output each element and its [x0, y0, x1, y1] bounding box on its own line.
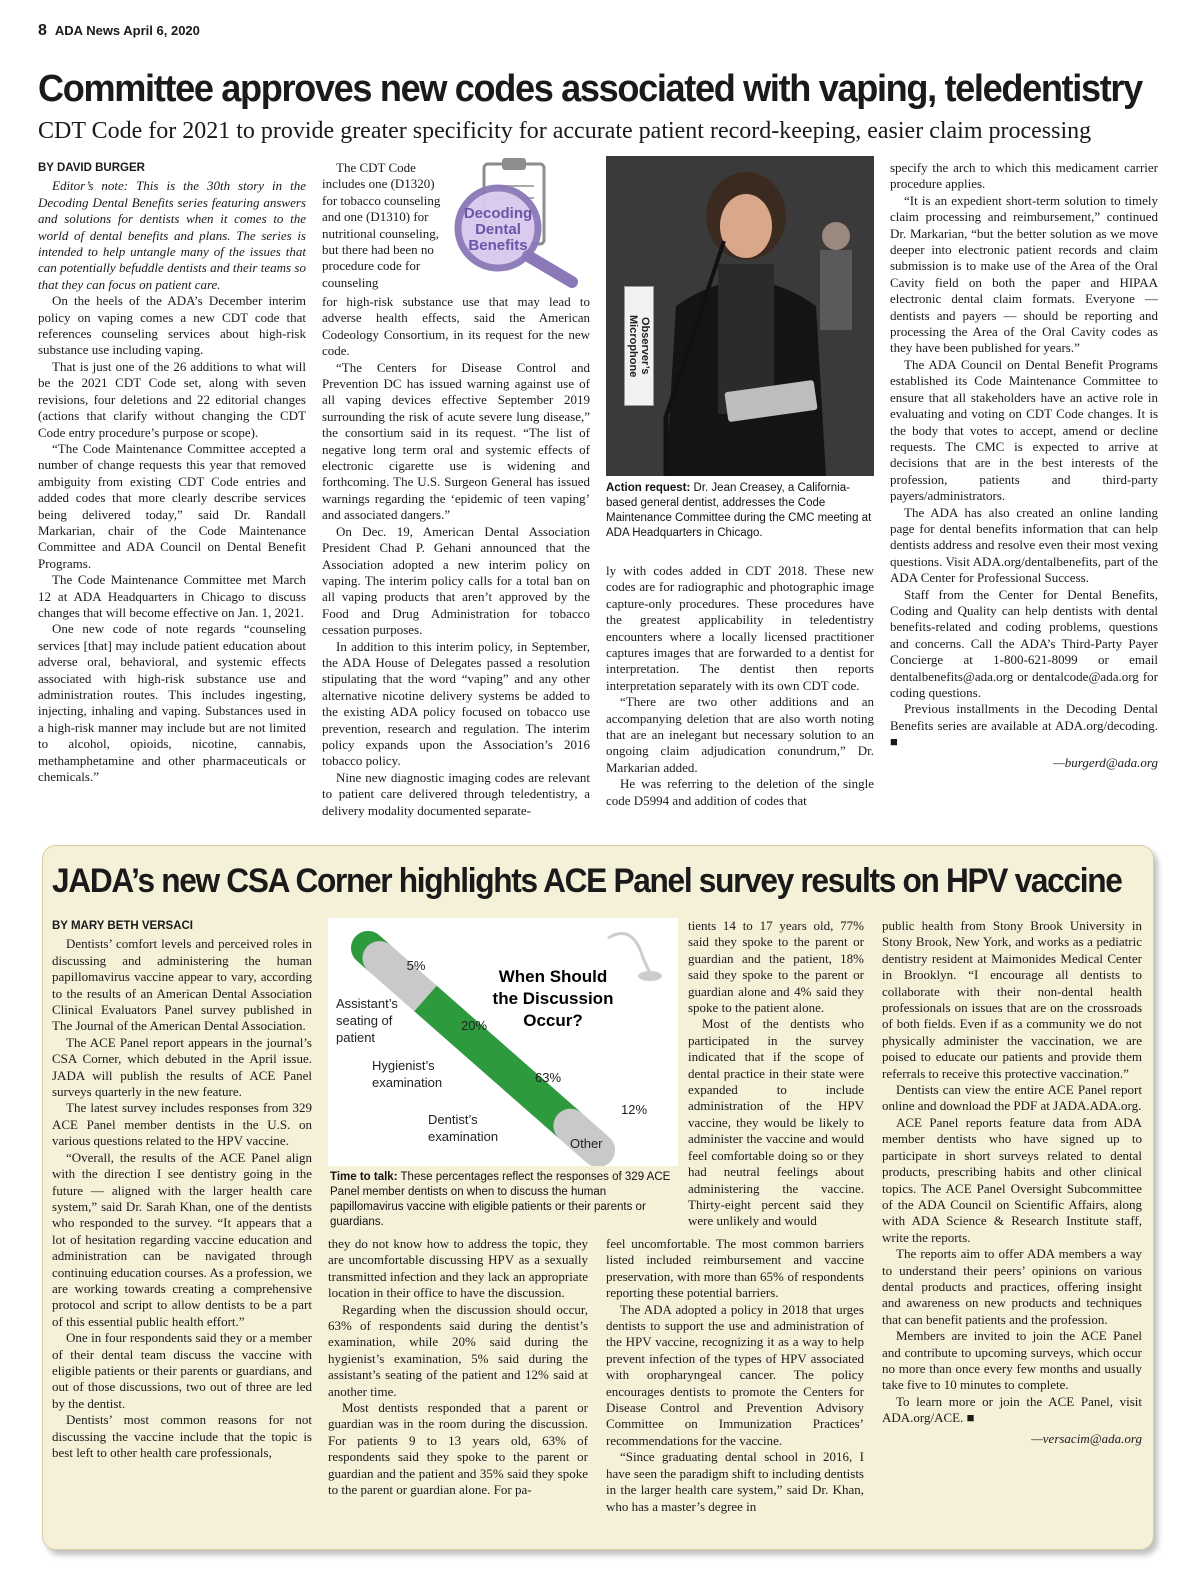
legend-hygienist-line1: Hygienist’s — [372, 1058, 435, 1073]
decoding-benefits-badge — [442, 156, 590, 288]
paragraph: “Since graduating dental school in 2016, I have seen the paradigm shift to including dentists in the larger health care system,” said Dr. Khan, who has a master’s degree in — [606, 1449, 864, 1514]
paragraph: The CDT Code includes one (D1320) for tobacco counseling and one (D1310) for nutritional counseling, but there had been no procedure code for counseling — [322, 160, 441, 290]
chart-title-line3: Occur? — [523, 1011, 583, 1030]
paragraph: Regarding when the discussion should occur, 63% of respondents said during the dentist’s examination, while 20% said during the hygienist’s examination, 5% said during the assistant’s seating of the patient and 12% said at another time. — [328, 1301, 588, 1399]
caption-lead: Time to talk: — [330, 1171, 398, 1183]
data-label-assistant: 5% — [406, 958, 426, 973]
paragraph: tients 14 to 17 years old, 77% said they spoke to the parent or guardian and the patient, 18% said they spoke to the parent or guardian alone and 4% said they spoke to the patient alone. — [688, 918, 864, 1016]
legend-assistant-line2: seating of — [336, 1013, 393, 1028]
paragraph: The ADA adopted a policy in 2018 that urges dentists to support the use and administration of the HPV vaccine, recognizing it as a way to help prevent infection of the types of HPV associated with oropharyngeal cancer. The policy encourages dentists to promote the Centers for Disease Control and Prevention Advisory Committee on Immunization Practices’ recommendations for the vaccine. — [606, 1301, 864, 1448]
paragraph: The Code Maintenance Committee met March 12 at ADA Headquarters in Chicago to discuss changes that will become effective on Jan. 1, 2021. — [38, 572, 306, 620]
paragraph: On Dec. 19, American Dental Association President Chad P. Gehani announced that the Association adopted a new interim policy on vaping. The interim policy calls for a total ban on all vaping products that aren’t approved by the Food and Drug Administration for tobacco cessation purposes. — [322, 523, 590, 638]
paragraph: He was referring to the deletion of the single code D5994 and addition of codes that — [606, 776, 874, 808]
badge-line2: Dental — [475, 221, 521, 238]
caption-lead: Action request: — [606, 482, 691, 494]
byline: BY MARY BETH VERSACI — [52, 920, 194, 932]
legend-dentist-line2: examination — [428, 1129, 499, 1144]
caption-text: These percentages reflect the responses of 329 ACE Panel member dentists on when to discuss the human papillomavirus vaccine with eligible patients or their parents or guardians. — [330, 1171, 671, 1228]
sidebar-headline: JADA’s new CSA Corner highlights ACE Panel survey results on HPV vaccine — [52, 862, 1122, 900]
editor-note: Editor’s note: This is the 30th story in the Decoding Dental Benefits series featuring answers and solutions for dentists when it comes to the world of dental benefits and plans. The series is intended to help untangle many of the issues that can potentially befuddle dentists and their teams so that they can focus on patient care. — [38, 178, 306, 292]
paragraph: The reports aim to offer ADA members a way to understand their peers’ opinions on various dental products and practices, offering insight and awareness on new products and techniques that can benefit patients and the profession. — [882, 1246, 1142, 1327]
paragraph: Most dentists responded that a parent or guardian was in the room during the discussion. For patients 9 to 13 years old, 63% of respondents said they spoke to the parent or guardian and the patient and 35% said they spoke to the parent or guardian alone. For pa- — [328, 1400, 588, 1498]
article2-col4 — [882, 918, 1142, 1540]
paragraph: To learn more or join the ACE Panel, visit ADA.org/ACE. ■ — [882, 1393, 1142, 1426]
publication-date: ADA News April 6, 2020 — [54, 23, 200, 38]
chart-caption — [330, 1170, 678, 1230]
data-label-other: 12% — [620, 1102, 648, 1117]
paragraph: The ADA has also created an online landing page for dental benefits information that can help dentists address and resolve even their most vexing questions. Visit ADA.org/dentalbenefits, part of the ADA Center for Professional Success. — [890, 504, 1158, 586]
paragraph: Previous installments in the Decoding Dental Benefits series are available at ADA.org/decoding. ■ — [890, 701, 1158, 750]
paragraph: The ACE Panel report appears in the journal’s CSA Corner, which debuted in the April issue. JADA will publish the results of ACE Panel surveys quarterly in the new feature. — [52, 1034, 312, 1100]
paragraph: Most of the dentists who participated in the survey indicated that if the scope of dental practice in their state were expanded to include administration of the HPV vaccine, they would be likely to administer the vaccine and would feel comfortable doing so or they had neutral feelings about administering the vaccine. Thirty-eight percent said they were unlikely and would — [688, 1016, 864, 1229]
chart-svg — [328, 918, 678, 1166]
legend-assistant-line3: patient — [336, 1030, 376, 1045]
article1-col1 — [38, 160, 306, 820]
paragraph: Members are invited to join the ACE Panel and contribute to upcoming surveys, which occur no more than once every few months and usually take five to 10 minutes to complete. — [882, 1328, 1142, 1393]
microphone-sign: Observer’s Microphone — [624, 286, 654, 406]
article2-col3-top — [688, 918, 864, 1236]
article2-col3 — [606, 1236, 864, 1540]
legend-dentist-line1: Dentist’s — [428, 1112, 478, 1127]
chart-title-line2: the Discussion — [492, 989, 614, 1008]
paragraph: public health from Stony Brook University in Stony Brook, New York, and works as a pediatric dentistry resident at Maimonides Medical Center in Brooklyn. “I encourage all dentists to collaborate with their non-dental health professionals on issues that are on the crossroads of both fields. Even if as a community we do not physically administer the vaccination, we are poised to educate our patients and provide them referrals to receive this protective vaccination.” — [882, 918, 1142, 1081]
folio — [38, 22, 200, 40]
paragraph: One in four respondents said they or a member of their dental team discuss the vaccine with eligible patients or their parents or guardians, and out of those discussions, two out of three are led by the dentist. — [52, 1330, 312, 1411]
signoff: —burgerd@ada.org — [1053, 754, 1158, 770]
page-number: 8 — [38, 22, 47, 39]
paragraph: Dentists’ most common reasons for not discussing the vaccine include that the topic is best left to other health care professionals, — [52, 1412, 312, 1460]
data-label-dentist: 63% — [534, 1070, 562, 1085]
byline: BY DAVID BURGER — [38, 162, 145, 174]
caption-text: Dr. Jean Creasey, a California-based general dentist, addresses the Code Maintenance Committee during the CMC meeting at ADA Headquarters in Chicago. — [606, 482, 872, 539]
legend-hygienist-line2: examination — [372, 1075, 443, 1090]
paragraph: In addition to this interim policy, in September, the ADA House of Delegates passed a resolution stipulating that the word “vaping” and any other alternative nicotine delivery systems be added to the existing ADA policy focused on tobacco use prevention, research and regulation. The interim policy expands upon the Association’s 2016 tobacco policy. — [322, 638, 590, 769]
paragraph: for high-risk substance use that may lead to adverse health effects, said the American Codeology Consortium, in its request for the new code. — [322, 294, 590, 359]
article2-col1 — [52, 918, 312, 1540]
paragraph: Dentists can view the entire ACE Panel report online and download the PDF at JADA.ADA.org. — [882, 1082, 1142, 1114]
chart-title-line1: When Should — [498, 967, 608, 986]
paragraph: specify the arch to which this medicament carrier procedure applies. — [890, 160, 1158, 192]
data-label-hygienist: 20% — [460, 1018, 488, 1033]
paragraph: feel uncomfortable. The most common barriers listed included reimbursement and vaccine preservation, with more than 65% of respondents reporting these potential barriers. — [606, 1236, 864, 1301]
news-photo — [606, 156, 874, 476]
paragraph: ly with codes added in CDT 2018. These new codes are for radiographic and photographic image capture-only procedures. These procedures have the greatest applicability in teledentistry encounters where a locally licensed practitioner captures images that are forwarded to a dentist for interpretation. The dentist then reports interpretation separately with its own CDT code. — [606, 563, 874, 693]
article1-col3 — [606, 563, 874, 820]
article-headline: Committee approves new codes associated with vaping, teledentistry — [38, 68, 1142, 110]
legend-assistant-line1: Assistant’s — [336, 996, 398, 1011]
article-deck: CDT Code for 2021 to provide greater specificity for accurate patient record-keeping, easier claim processing — [38, 118, 1092, 144]
paragraph: The latest survey includes responses from 329 ACE Panel member dentists in the U.S. on various questions related to the HPV vaccine. — [52, 1100, 312, 1149]
paragraph: Nine new diagnostic imaging codes are relevant to patient care delivered through teledentistry, a delivery modality documented separate- — [322, 769, 590, 818]
paragraph: That is just one of the 26 additions to what will be the 2021 CDT Code set, along with seven revisions, four deletions and 22 editorial changes (actions that clarify without changing the CDT Code entry procedure’s purpose or scope). — [38, 358, 306, 440]
paragraph: One new code of note regards “counseling services [that] may include patient education about adverse oral, behavioral, and systemic effects associated with high-risk substance use and administration routes. This includes ingesting, injecting, inhaling and vaping. Substances used in a high-risk manner may include but are not limited to alcohol, opioids, nicotine, cannabis, methamphetamine and other pharmaceuticals or chemicals.” — [38, 621, 306, 785]
paragraph: they do not know how to address the topic, they are uncomfortable discussing HPV as a sexually transmitted infection and they lack an appropriate location in their office to have the discussion. — [328, 1236, 588, 1301]
article2-col2 — [328, 1236, 588, 1540]
paragraph: ACE Panel reports feature data from ADA member dentists who have signed up to participate in short surveys related to dental products, prescribing habits and other clinical topics. The ACE Panel Oversight Subcommittee of the ADA Council on Scientific Affairs, along with ADA Science & Research Institute staff, write the reports. — [882, 1114, 1142, 1245]
badge-line1: Decoding — [463, 205, 533, 222]
chart-figure — [328, 918, 678, 1166]
photo-caption — [606, 481, 874, 541]
paragraph: Staff from the Center for Dental Benefits, Coding and Quality can help dentists with dental benefits-related and coding problems, questions and concerns. Call the ADA’s Third-Party Payer Concierge at 1-800-621-8099 or email dentalbenefits@ada.org or dentalcode@ada.org for coding questions. — [890, 586, 1158, 700]
article1-col2-top — [322, 160, 446, 296]
paragraph: “There are two other additions and an accompanying deletion that are also worth noting that are an inelegant but necessary solution to an ongoing claim adjudication conundrum,” Dr. Markarian added. — [606, 694, 874, 775]
paragraph: “Overall, the results of the ACE Panel align with the direction I see dentistry going in the future — aligned with the larger health care system,” said Dr. Sarah Khan, one of the dentists who responded to the survey. “It appears that a lot of hesitation regarding vaccine education and administration can be navigated through continuing education courses. As a profession, we are working towards creating a comprehensive protocol and script to allow dentists to be a part of this essential public health effort.” — [52, 1149, 312, 1329]
paragraph: Dentists’ comfort levels and perceived roles in discussing and administering the human papillomavirus vaccine appear to vary, according to the results of an American Dental Association Clinical Evaluators Panel survey published in The Journal of the American Dental Association. — [52, 936, 312, 1034]
paragraph: “The Centers for Disease Control and Prevention DC has issued warning against use of all vaping devices effective September 2019 surrounding the risk of acute severe lung disease,” the consortium said in its request. “The list of negative long term oral and systemic effects of electronic cigarette use is widening and forthcoming. The U.S. Surgeon General has issued warnings regarding the ‘epidemic of teen vaping’ and associated dangers.” — [322, 359, 590, 523]
legend-other: Other — [570, 1136, 603, 1151]
paragraph: “It is an expedient short-term solution to timely claim processing and reimbursement,” continued Dr. Markarian, “but the better solution as we move deeper into electronic patient records and claim submission is to make use of the Area of the Oral Cavity field on both the paper and HIPAA electronic dental claim formats. Everyone — dentists and payers — should be reporting and processing the Area of the Oral Cavity codes as they have been published for years.” — [890, 192, 1158, 356]
article1-col2 — [322, 294, 590, 820]
article1-col4 — [890, 160, 1158, 820]
signoff: —versacim@ada.org — [1031, 1430, 1142, 1446]
paragraph: “The Code Maintenance Committee accepted a number of change requests this year that removed ambiguity from existing CDT Code entries and added codes that more clearly describe services being delivered today,” said Dr. Randall Markarian, chair of the Code Maintenance Committee and ADA Council on Dental Benefit Programs. — [38, 440, 306, 571]
paragraph: On the heels of the ADA’s December interim policy on vaping comes a new CDT code that references counseling services about high-risk substance use including vaping. — [38, 293, 306, 358]
badge-line3: Benefits — [468, 237, 528, 254]
paragraph: The ADA Council on Dental Benefit Programs established its Code Maintenance Committee to ensure that all stakeholders have an active role in evaluating and voting on CDT Code changes. It is the body that votes to accept, amend or decline requests. The CMC is expected to arrive at decisions that are in the best interests of the profession, patients and third-party payers/administrators. — [890, 356, 1158, 504]
